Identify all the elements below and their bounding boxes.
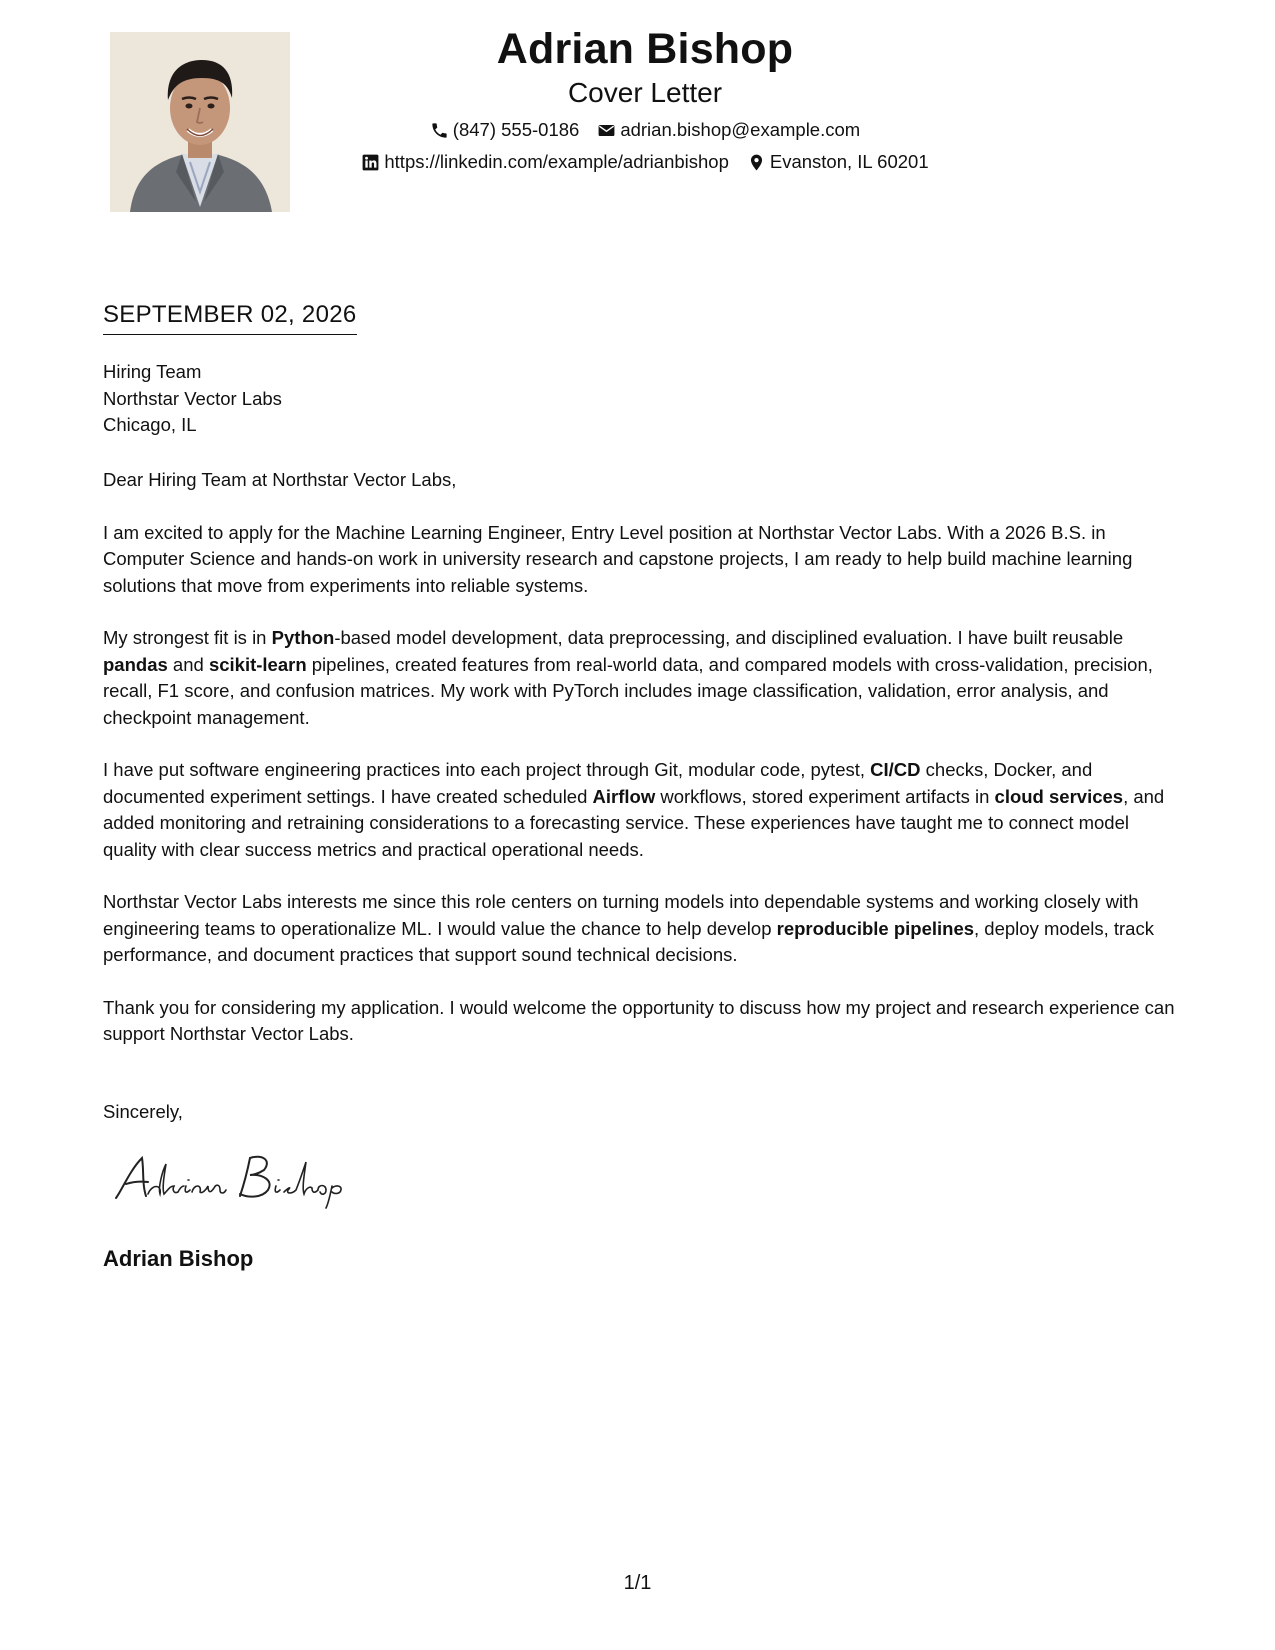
profile-photo: [110, 32, 290, 212]
contact-row-primary: [300, 118, 990, 142]
phone-text: (847) 555-0186: [452, 119, 580, 140]
text-run: I am excited to apply for the Machine Learning Engineer, Entry Level position at Northstar Vector Labs. With a 2026 B.S. in Computer Science and hands-on work in university research and capstone projects, I am ready to help build machine learning solutions that move from experiments into reliable systems.: [103, 521, 1133, 596]
closing: Sincerely,: [103, 1101, 183, 1122]
recipient-block: [103, 359, 282, 439]
bold-keyword: Python: [271, 627, 335, 648]
bold-keyword: Airflow: [592, 785, 656, 807]
text-run: Northstar Vector Labs interests me since this role centers on turning models into dependable systems and working closely with engineering teams to operationalize ML. I would value the chance to help develop: [103, 891, 1139, 939]
bold-keyword: scikit-learn: [208, 653, 307, 675]
text-run: and: [167, 653, 209, 675]
recipient-line: Northstar Vector Labs: [103, 387, 282, 409]
envelope-icon: [597, 121, 616, 140]
location-text: Evanston, IL 60201: [769, 151, 929, 172]
map-pin-icon: [747, 153, 766, 172]
recipient-line: Hiring Team: [103, 361, 202, 382]
contact-email[interactable]: [597, 118, 860, 142]
applicant-name: Adrian Bishop: [496, 25, 794, 73]
email-link[interactable]: adrian.bishop@example.com: [620, 119, 861, 140]
portrait-image: [110, 32, 290, 212]
body-paragraph: [103, 889, 1178, 969]
bold-keyword: reproducible pipelines: [776, 917, 975, 939]
contact-location: [747, 150, 929, 174]
text-run: workflows, stored experiment artifacts in: [655, 785, 995, 807]
letter-body: [103, 467, 1178, 1074]
body-paragraph: [103, 625, 1178, 731]
body-paragraph: [103, 520, 1178, 600]
contact-linkedin[interactable]: [361, 150, 729, 174]
linkedin-link[interactable]: https://linkedin.com/example/adrianbishop: [384, 151, 729, 172]
header: [300, 22, 990, 174]
text-run: pipelines, created features from real-world data, and compared models with cross-validation, precision, recall, F1 score, and confusion matrices. My work with PyTorch includes image classification, validation, error analysis, and checkpoint management.: [103, 653, 1153, 728]
signer-name: Adrian Bishop: [103, 1246, 254, 1271]
body-paragraph: [103, 757, 1178, 863]
text-run: I have put software engineering practices into each project through Git, modular code, pytest,: [103, 759, 871, 780]
text-run: My strongest fit is in: [103, 627, 272, 648]
bold-keyword: cloud services: [994, 785, 1124, 807]
bold-keyword: pandas: [103, 653, 168, 675]
body-paragraph: [103, 995, 1178, 1048]
document-type: Cover Letter: [567, 77, 723, 108]
letter-date: SEPTEMBER 02, 2026: [103, 300, 357, 335]
text-run: checks, Docker, and documented experiment settings. I have created scheduled: [103, 759, 1093, 807]
text-run: , and added monitoring and retraining considerations to a forecasting service. These experiences have taught me to connect model quality with clear success metrics and practical operational needs.: [103, 785, 1165, 860]
contact-phone: [430, 118, 580, 142]
page-number: 1/1: [623, 1572, 652, 1594]
contact-row-secondary: [300, 150, 990, 174]
text-run: -based model development, data preprocessing, and disciplined evaluation. I have built reusable: [334, 627, 1124, 648]
recipient-line: Chicago, IL: [103, 414, 197, 435]
bold-keyword: CI/CD: [870, 759, 921, 780]
text-run: Thank you for considering my application. I would welcome the opportunity to discuss how my project and research experience can support Northstar Vector Labs.: [103, 996, 1175, 1044]
phone-icon: [430, 121, 449, 140]
handwritten-signature: [112, 1150, 372, 1210]
text-run: , deploy models, track performance, and document practices that support sound technical decisions.: [103, 917, 1154, 965]
linkedin-icon: [361, 153, 380, 172]
salutation: Dear Hiring Team at Northstar Vector Labs,: [103, 469, 457, 490]
